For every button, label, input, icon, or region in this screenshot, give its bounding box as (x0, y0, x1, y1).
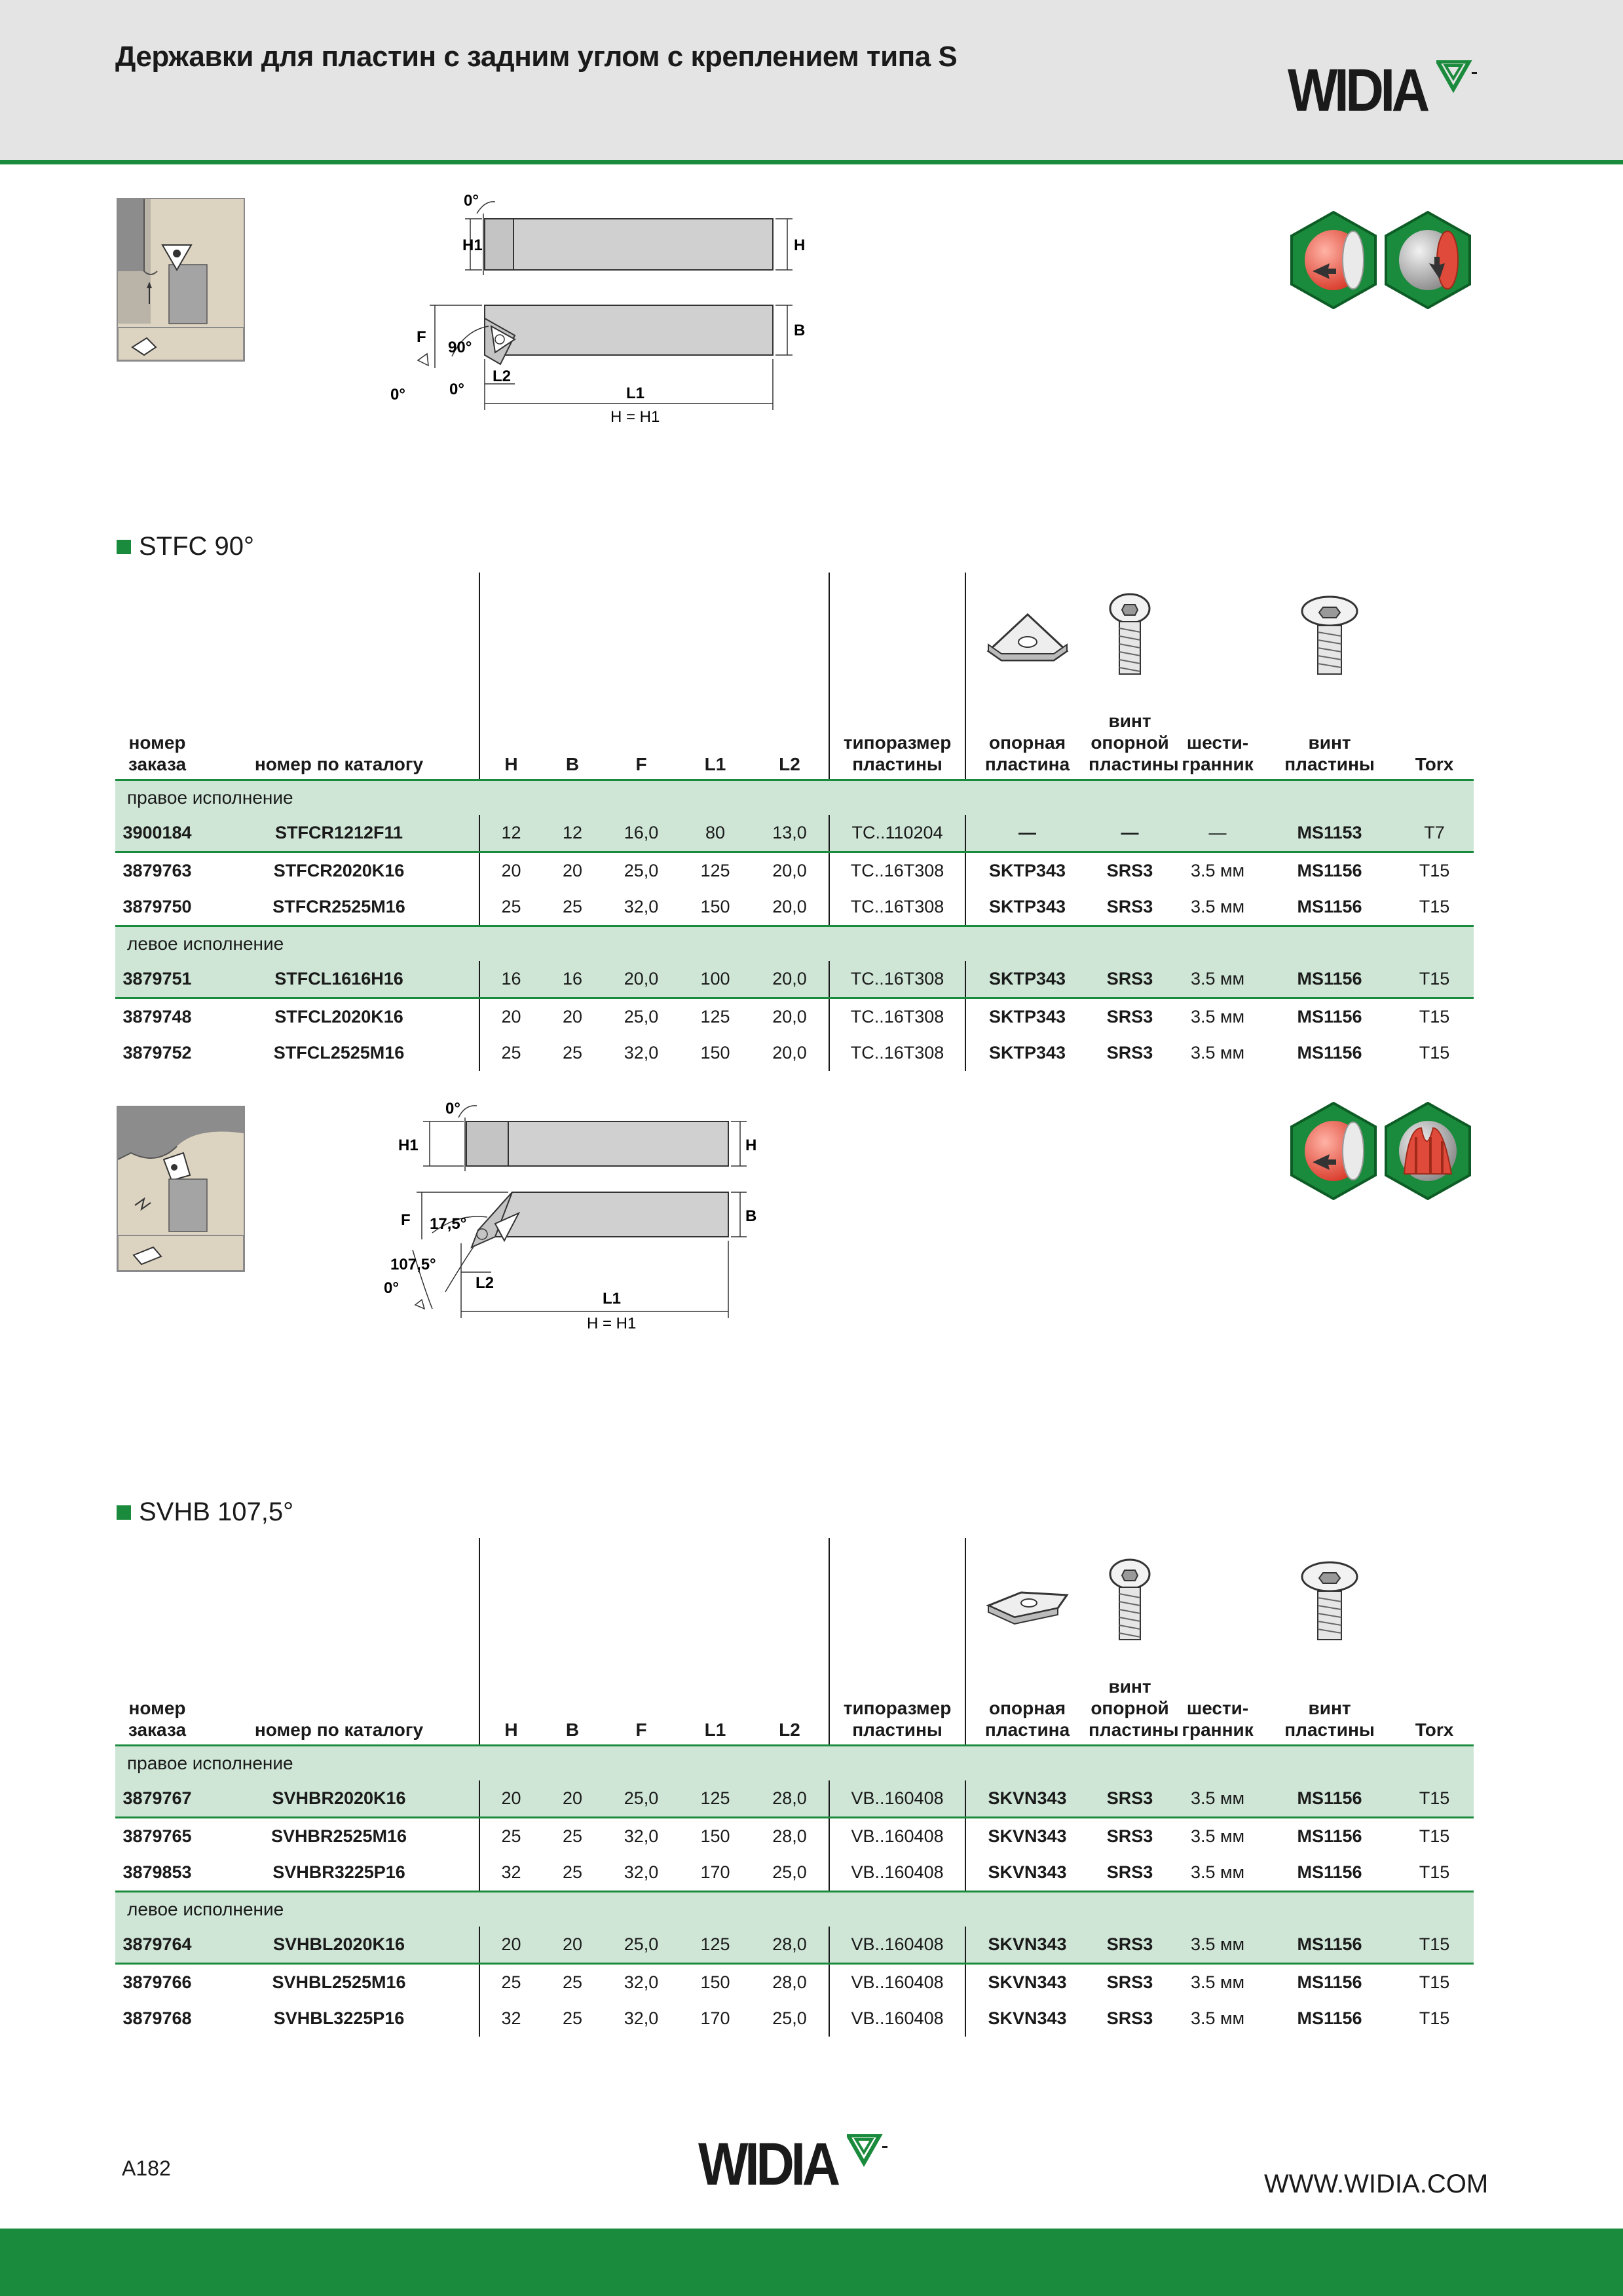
col-shim: опорная пластина (965, 1676, 1089, 1746)
dim-label: F (417, 328, 426, 346)
logo-triangle-icon (847, 2134, 889, 2167)
logo-triangle-icon (1436, 60, 1478, 93)
col-insert-screw: винт пластины (1264, 710, 1395, 780)
application-icons-stfc (1290, 211, 1474, 309)
dim-label: 0° (445, 1100, 460, 1118)
group-row-left: левое исполнение (115, 926, 1474, 962)
col-shim: опорная пластина (965, 710, 1089, 780)
dim-label: 0° (464, 192, 479, 210)
footer-logo (698, 2131, 889, 2198)
col-order-no: номер заказа (115, 1676, 199, 1746)
section-title-svhb (117, 1497, 293, 1527)
group-row-left: левое исполнение (115, 1892, 1474, 1927)
table-row: 3879748 STFCL2020K16 20 20 25,0 125 20,0 TC..16T308 SKTP343 SRS3 3.5 мм MS1156 T15 (115, 998, 1474, 1036)
page-title: Державки для пластин с задним углом с креплением типа S (115, 41, 958, 73)
dim-label: H1 (398, 1137, 419, 1154)
col-l2: L2 (751, 710, 829, 780)
col-hex-key: шести- гранник (1171, 1676, 1264, 1746)
profiling-icon (1386, 1103, 1470, 1199)
col-b: B (542, 710, 603, 780)
table-row: 3879751 STFCL1616H16 16 16 20,0 100 20,0 TC..16T308 SKTP343 SRS3 3.5 мм MS1156 T15 (115, 961, 1474, 998)
application-thumbnail (117, 198, 245, 362)
section-title-text: STFC 90° (139, 532, 255, 561)
col-insert-size: типоразмер пластины (829, 1676, 965, 1746)
col-l1: L1 (680, 1676, 751, 1746)
col-l2: L2 (751, 1676, 829, 1746)
logo-wordmark: WIDIA (698, 2131, 837, 2198)
dim-label: H1 (462, 236, 483, 254)
facing-icon (1386, 212, 1470, 308)
col-hex-key: шести- гранник (1171, 710, 1264, 780)
col-torx: Torx (1395, 1676, 1474, 1746)
group-row-right: правое исполнение (115, 1746, 1474, 1781)
table-row: 3879853 SVHBR3225P16 32 25 32,0 170 25,0 VB..160408 SKVN343 SRS3 3.5 мм MS1156 T15 (115, 1854, 1474, 1892)
tool-dimension-diagram-svhb (367, 1095, 812, 1344)
insert-screw-icon (1297, 1557, 1362, 1649)
application-icons-svhb (1290, 1102, 1474, 1200)
table-row: 3879766 SVHBL2525M16 25 25 32,0 150 28,0 VB..160408 SKVN343 SRS3 3.5 мм MS1156 T15 (115, 1964, 1474, 2001)
dim-label: L2 (476, 1274, 494, 1292)
turning-icon (1292, 212, 1375, 308)
dim-label: L1 (603, 1290, 622, 1308)
dim-label: 0° (384, 1279, 399, 1297)
table-row: 3900184 STFCR1212F11 12 12 16,0 80 13,0 TC..110204 — — — MS1153 T7 (115, 815, 1474, 852)
col-b: B (542, 1676, 603, 1746)
table-row: 3879763 STFCR2020K16 20 20 25,0 125 20,0 TC..16T308 SKTP343 SRS3 3.5 мм MS1156 T15 (115, 852, 1474, 890)
shim-screw-icon (1104, 592, 1156, 683)
section-title-text: SVHB 107,5° (139, 1497, 294, 1526)
dim-label: H (745, 1137, 757, 1154)
dimension-drawing (367, 1095, 812, 1344)
turning-icon (1292, 1103, 1375, 1199)
col-h: H (479, 1676, 542, 1746)
table-row: 3879750 STFCR2525M16 25 25 32,0 150 20,0 TC..16T308 SKTP343 SRS3 3.5 мм MS1156 T15 (115, 889, 1474, 926)
col-f: F (603, 1676, 680, 1746)
col-f: F (603, 710, 680, 780)
col-l1: L1 (680, 710, 751, 780)
footer-bar (0, 2229, 1623, 2296)
table-row: 3879764 SVHBL2020K16 20 20 25,0 125 28,0 VB..160408 SKVN343 SRS3 3.5 мм MS1156 T15 (115, 1927, 1474, 1964)
section-marker-icon (117, 1505, 131, 1520)
shim-icon (982, 608, 1073, 667)
website-link[interactable]: WWW.WIDIA.COM (1264, 2170, 1489, 2198)
group-row-right: правое исполнение (115, 780, 1474, 816)
section-marker-icon (117, 540, 131, 554)
dim-label: B (745, 1207, 757, 1225)
col-h: H (479, 710, 542, 780)
dim-label: 0° (449, 381, 464, 398)
col-catalog-no: номер по каталогу (199, 710, 479, 780)
col-order-no: номер заказа (115, 710, 199, 780)
header-divider (0, 160, 1623, 164)
table-row: 3879752 STFCL2525M16 25 25 32,0 150 20,0 TC..16T308 SKTP343 SRS3 3.5 мм MS1156 T15 (115, 1035, 1474, 1071)
header-logo (1288, 57, 1478, 124)
logo-wordmark: WIDIA (1288, 57, 1427, 124)
tool-application-icon (118, 199, 244, 360)
dim-label: H = H1 (610, 408, 660, 426)
dim-label: L1 (626, 385, 645, 402)
dim-label: 0° (390, 386, 405, 404)
table-row: 3879765 SVHBR2525M16 25 25 32,0 150 28,0 VB..160408 SKVN343 SRS3 3.5 мм MS1156 T15 (115, 1818, 1474, 1855)
application-thumbnail (117, 1106, 245, 1272)
dim-label: B (794, 322, 806, 339)
tool-dimension-diagram-stfc (367, 187, 812, 436)
dimension-drawing (367, 187, 812, 436)
col-insert-screw: винт пластины (1264, 1676, 1395, 1746)
col-insert-size: типоразмер пластины (829, 710, 965, 780)
tool-application-icon (118, 1107, 244, 1271)
col-torx: Torx (1395, 710, 1474, 780)
shim-icon (982, 1577, 1073, 1629)
section-title-stfc (117, 532, 254, 561)
shim-screw-icon (1104, 1557, 1156, 1649)
spec-table-stfc (115, 573, 1474, 1071)
dim-label: F (401, 1211, 411, 1229)
dim-label: 90° (448, 339, 472, 356)
col-shim-screw: винт опорной пластины (1089, 1676, 1171, 1746)
table-row: 3879768 SVHBL3225P16 32 25 32,0 170 25,0 VB..160408 SKVN343 SRS3 3.5 мм MS1156 T15 (115, 2001, 1474, 2037)
dim-label: 107,5° (390, 1256, 436, 1273)
dim-label: L2 (493, 367, 512, 385)
dim-label: 17,5° (430, 1215, 467, 1233)
dim-label: H = H1 (587, 1315, 637, 1332)
col-catalog-no: номер по каталогу (199, 1676, 479, 1746)
dim-label: H (794, 236, 806, 254)
table-row: 3879767 SVHBR2020K16 20 20 25,0 125 28,0 VB..160408 SKVN343 SRS3 3.5 мм MS1156 T15 (115, 1780, 1474, 1818)
spec-table-svhb (115, 1538, 1474, 2037)
page-number: A182 (122, 2156, 171, 2180)
insert-screw-icon (1297, 592, 1362, 683)
col-shim-screw: винт опорной пластины (1089, 710, 1171, 780)
